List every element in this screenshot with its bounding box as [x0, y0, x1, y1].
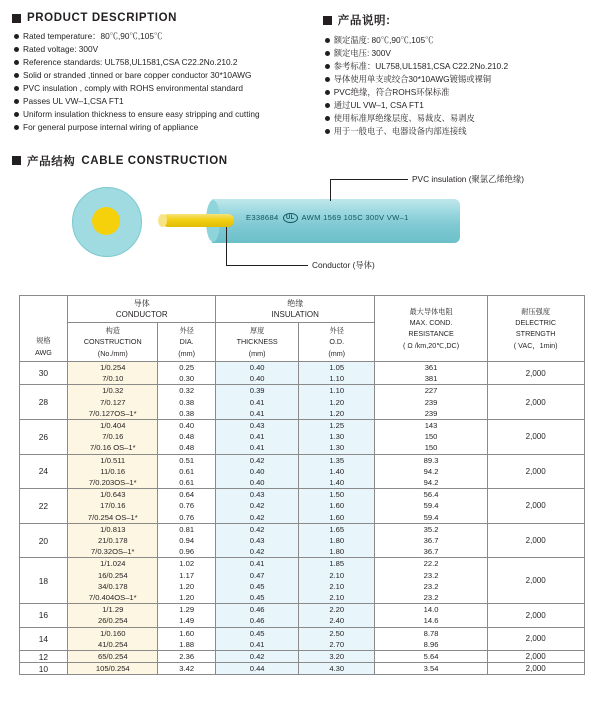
leader-line-conductor-horizontal: [226, 265, 308, 266]
table-row: [19, 523, 584, 558]
cell-awg: 14: [19, 627, 68, 650]
bullet-dot-icon: [14, 47, 19, 52]
cell-dielectric-strength: 2,000: [487, 454, 584, 489]
list-item-text: For general purpose internal wiring of appliance: [23, 121, 199, 132]
cell-insulation-thickness: 0.46 0.46: [216, 604, 299, 627]
cell-construction: 1/0.254 7/0.10: [68, 361, 158, 384]
cell-construction: 1/0.511 11/0.16 7/0.203OS–1*: [68, 454, 158, 489]
cell-construction: 1/0.813 21/0.178 7/0.32OS–1*: [68, 523, 158, 558]
list-item: [14, 96, 305, 108]
cell-resistance: 3.54: [375, 663, 488, 675]
list-item: [14, 31, 305, 43]
cell-conductor-diameter: 0.25 0.30: [158, 361, 216, 384]
cell-conductor-diameter: 0.32 0.38 0.38: [158, 385, 216, 420]
cell-conductor-diameter: 0.81 0.94 0.96: [158, 523, 216, 558]
cell-insulation-thickness: 0.43 0.42 0.42: [216, 489, 299, 524]
list-item: [14, 122, 305, 134]
cell-overall-diameter: 1.35 1.40 1.40: [299, 454, 375, 489]
cell-construction: 1/1.29 26/0.254: [68, 604, 158, 627]
bullet-dot-icon: [325, 103, 330, 108]
cell-insulation-thickness: 0.44: [216, 663, 299, 675]
cell-overall-diameter: 1.25 1.30 1.30: [299, 419, 375, 454]
cell-conductor-diameter: 3.42: [158, 663, 216, 675]
list-item: [325, 61, 593, 73]
list-item: [325, 100, 593, 112]
bullet-dot-icon: [14, 34, 19, 39]
cell-construction: 1/0.643 17/0.16 7/0.254 OS–1*: [68, 489, 158, 524]
resistance-cn: 最大导体电阻: [409, 306, 453, 316]
table-row: [19, 454, 584, 489]
cell-construction: 1/0.32 7/0.127 7/0.127OS–1*: [68, 385, 158, 420]
cell-resistance: 22.2 23.2 23.2 23.2: [375, 558, 488, 604]
cable-diagram: [0, 173, 603, 289]
list-item: [325, 87, 593, 99]
bullet-dot-icon: [14, 112, 19, 117]
table-row: [19, 489, 584, 524]
conductor-end-cap: [158, 214, 167, 227]
section-title-cn: 产品说明:: [337, 15, 391, 27]
cell-insulation-thickness: 0.42 0.40 0.40: [216, 454, 299, 489]
product-description-header: [12, 12, 305, 24]
col-group-conductor: [68, 295, 216, 322]
cell-awg: 30: [19, 361, 68, 384]
dia-unit: (mm): [178, 348, 196, 358]
bullet-dot-icon: [14, 60, 19, 65]
strength-cn: 耐压强度: [521, 306, 551, 316]
cell-awg: 28: [19, 385, 68, 420]
bullet-square-icon: [12, 156, 21, 165]
cell-resistance: 35.2 36.7 36.7: [375, 523, 488, 558]
list-item-text: 额定电压: 300V: [333, 47, 391, 58]
col-overall-diameter: [299, 323, 375, 362]
cell-construction: 65/0.254: [68, 650, 158, 662]
cell-overall-diameter: 1.05 1.10: [299, 361, 375, 384]
table-row: [19, 558, 584, 604]
cell-conductor-diameter: 0.51 0.61 0.61: [158, 454, 216, 489]
od-unit: (mm): [328, 348, 346, 358]
cell-construction: 105/0.254: [68, 663, 158, 675]
table-group-header-row: [19, 295, 584, 322]
cell-overall-diameter: 1.50 1.60 1.60: [299, 489, 375, 524]
table-row: [19, 663, 584, 675]
col-conductor-diameter: [158, 323, 216, 362]
group-insulation-en: INSULATION: [271, 310, 319, 320]
bullet-dot-icon: [325, 77, 330, 82]
cell-awg: 22: [19, 489, 68, 524]
awg-cn: 规格: [36, 336, 51, 346]
resistance-unit: ( Ω /km,20℃,DC): [402, 340, 460, 350]
cell-resistance: 143 150 150: [375, 419, 488, 454]
dia-en: DIA.: [179, 337, 194, 347]
cell-insulation-thickness: 0.40 0.40: [216, 361, 299, 384]
col-construction: [68, 323, 158, 362]
leader-line-insulation-horizontal: [330, 179, 408, 180]
cell-resistance: 56.4 59.4 59.4: [375, 489, 488, 524]
cell-conductor-diameter: 2.36: [158, 650, 216, 662]
cable-construction-header: [0, 139, 603, 169]
cell-resistance: 361 381: [375, 361, 488, 384]
cell-insulation-thickness: 0.42 0.43 0.42: [216, 523, 299, 558]
bullet-square-icon: [12, 14, 21, 23]
list-item: [325, 113, 593, 125]
table-row: [19, 385, 584, 420]
cell-dielectric-strength: 2,000: [487, 604, 584, 627]
list-item-text: PVC绝缘，符合ROHS环保标准: [333, 86, 450, 97]
list-item: [14, 83, 305, 95]
cable-construction-title-row: [12, 153, 603, 169]
table-header: [19, 295, 584, 361]
list-item-text: 额定温度: 80℃,90℃,105℃: [333, 35, 434, 45]
list-item: [14, 109, 305, 121]
list-item: [14, 57, 305, 69]
leader-line-insulation-vertical: [330, 179, 331, 201]
cell-dielectric-strength: 2,000: [487, 419, 584, 454]
product-description-en: [12, 12, 305, 139]
bullet-dot-icon: [325, 38, 330, 43]
cell-dielectric-strength: 2,000: [487, 523, 584, 558]
dia-cn: 外径: [179, 326, 194, 336]
cell-conductor-diameter: 1.60 1.88: [158, 627, 216, 650]
bullet-dot-icon: [325, 90, 330, 95]
cell-insulation-thickness: 0.41 0.47 0.45 0.45: [216, 558, 299, 604]
cell-insulation-thickness: 0.39 0.41 0.41: [216, 385, 299, 420]
bullet-dot-icon: [14, 73, 19, 78]
cell-resistance: 5.64: [375, 650, 488, 662]
list-item-text: PVC insulation , comply with ROHS environmental standard: [23, 82, 243, 93]
thk-en: THICKNESS: [236, 337, 278, 347]
list-item: [14, 44, 305, 56]
cell-dielectric-strength: 2,000: [487, 558, 584, 604]
bullet-dot-icon: [14, 86, 19, 91]
cell-resistance: 89.3 94.2 94.2: [375, 454, 488, 489]
cell-resistance: 227 239 239: [375, 385, 488, 420]
table-row: [19, 650, 584, 662]
table-row: [19, 604, 584, 627]
list-item-text: 参考标准：UL758,UL1581,CSA C22.2No.210.2: [333, 60, 509, 71]
cable-cross-section: [72, 187, 142, 257]
label-pvc-insulation: PVC insulation (聚氯乙烯绝缘): [412, 173, 525, 184]
cell-overall-diameter: 3.20: [299, 650, 375, 662]
description-section: [0, 0, 603, 139]
od-en: O.D.: [329, 337, 345, 347]
table-row: [19, 419, 584, 454]
cell-awg: 24: [19, 454, 68, 489]
cell-overall-diameter: 1.85 2.10 2.10 2.10: [299, 558, 375, 604]
section-title-cn: 产品结构: [27, 155, 76, 168]
cell-awg: 26: [19, 419, 68, 454]
strength-unit: ( VAC，1min): [513, 340, 558, 350]
bullet-dot-icon: [14, 125, 19, 130]
list-item: [325, 35, 593, 47]
list-item-text: 通过UL VW–1, CSA FT1: [333, 99, 424, 110]
bullet-dot-icon: [14, 99, 19, 104]
cell-overall-diameter: 2.50 2.70: [299, 627, 375, 650]
cell-insulation-thickness: 0.45 0.41: [216, 627, 299, 650]
print-legend-spec: AWM 1569 105C 300V VW–1: [301, 212, 409, 222]
cell-dielectric-strength: 2,000: [487, 361, 584, 384]
list-item: [325, 126, 593, 138]
cell-resistance: 14.0 14.6: [375, 604, 488, 627]
bullet-square-icon: [323, 16, 332, 25]
list-item: [14, 70, 305, 82]
cell-resistance: 8.78 8.96: [375, 627, 488, 650]
table-row: [19, 627, 584, 650]
list-item-text: Rated temperature：80℃,90℃,105℃: [23, 31, 163, 41]
strength-en2: STRENGTH: [515, 329, 556, 339]
section-title: PRODUCT DESCRIPTION: [27, 12, 178, 24]
col-dielectric-strength: [487, 295, 584, 361]
awg-en: AWG: [34, 347, 52, 357]
cell-dielectric-strength: 2,000: [487, 627, 584, 650]
construction-unit: (No./mm): [97, 348, 128, 358]
od-cn: 外径: [329, 326, 344, 336]
group-conductor-en: CONDUCTOR: [115, 310, 168, 320]
description-cn-bullet-list: [325, 35, 593, 137]
list-item-text: Rated voltage: 300V: [23, 43, 99, 54]
list-item: [325, 74, 593, 86]
cell-conductor-diameter: 0.40 0.48 0.48: [158, 419, 216, 454]
cable-print-legend: [246, 213, 409, 224]
leader-line-conductor-vertical: [226, 227, 227, 265]
cell-dielectric-strength: 2,000: [487, 663, 584, 675]
table-body: [19, 361, 584, 674]
list-item-text: Solid or stranded ,tinned or bare copper conductor 30*10AWG: [23, 69, 252, 80]
cell-construction: 1/0.404 7/0.16 7/0.16 OS–1*: [68, 419, 158, 454]
section-title-en: CABLE CONSTRUCTION: [81, 154, 228, 167]
group-conductor-cn: 导体: [133, 298, 150, 308]
cell-conductor-diameter: 1.29 1.49: [158, 604, 216, 627]
cell-dielectric-strength: 2,000: [487, 489, 584, 524]
cell-overall-diameter: 2.20 2.40: [299, 604, 375, 627]
conductor-wire: [162, 214, 234, 227]
cell-overall-diameter: 1.65 1.80 1.80: [299, 523, 375, 558]
label-conductor: Conductor (导体): [312, 259, 375, 270]
product-description-cn-header: [323, 12, 593, 28]
list-item-text: Uniform insulation thickness to ensure easy stripping and cutting: [23, 108, 260, 119]
cell-dielectric-strength: 2,000: [487, 385, 584, 420]
bullet-dot-icon: [325, 64, 330, 69]
list-item-text: 使用标准厚绝缘层度、易裁皮、易剥皮: [333, 112, 475, 123]
cell-conductor-diameter: 0.64 0.76 0.76: [158, 489, 216, 524]
cell-conductor-diameter: 1.02 1.17 1.20 1.20: [158, 558, 216, 604]
construction-cn: 构造: [105, 326, 120, 336]
list-item-text: 导体使用单支或绞合30*10AWG镀锡或裸铜: [333, 73, 492, 84]
thk-unit: (mm): [248, 348, 266, 358]
list-item-text: 用于一般电子、电器设备内部连接线: [333, 125, 467, 136]
col-insulation-thickness: [216, 323, 299, 362]
list-item: [325, 48, 593, 60]
cell-insulation-thickness: 0.43 0.41 0.41: [216, 419, 299, 454]
cell-awg: 20: [19, 523, 68, 558]
cell-construction: 1/1.024 16/0.254 34/0.178 7/0.404OS–1*: [68, 558, 158, 604]
cell-awg: 10: [19, 663, 68, 675]
cell-construction: 1/0.160 41/0.254: [68, 627, 158, 650]
cell-awg: 16: [19, 604, 68, 627]
bullet-dot-icon: [325, 51, 330, 56]
list-item-text: Passes UL VW–1,CSA FT1: [23, 95, 124, 106]
group-insulation-cn: 绝缘: [287, 298, 304, 308]
bullet-dot-icon: [325, 129, 330, 134]
bullet-dot-icon: [325, 116, 330, 121]
cell-dielectric-strength: 2,000: [487, 650, 584, 662]
print-legend-file-number: E338684: [246, 212, 279, 222]
thk-cn: 厚度: [249, 326, 265, 336]
cell-overall-diameter: 1.10 1.20 1.20: [299, 385, 375, 420]
resistance-en2: RESISTANCE: [408, 329, 454, 339]
cell-insulation-thickness: 0.42: [216, 650, 299, 662]
cell-overall-diameter: 4.30: [299, 663, 375, 675]
col-group-insulation: [216, 295, 375, 322]
cell-awg: 18: [19, 558, 68, 604]
product-description-cn: [323, 12, 593, 139]
ul-logo-icon: UL: [283, 213, 298, 223]
col-group-blank: [19, 295, 68, 361]
resistance-en1: MAX. COND.: [409, 318, 453, 328]
description-bullet-list: [14, 31, 305, 133]
construction-en: CONSTRUCTION: [83, 337, 142, 347]
cell-awg: 12: [19, 650, 68, 662]
strength-en1: DELECTRIC: [515, 318, 557, 328]
table-row: [19, 361, 584, 384]
specification-table: [19, 295, 585, 676]
list-item-text: Reference standards: UL758,UL1581,CSA C22.2No.210.2: [23, 56, 238, 67]
col-resistance: [375, 295, 488, 361]
